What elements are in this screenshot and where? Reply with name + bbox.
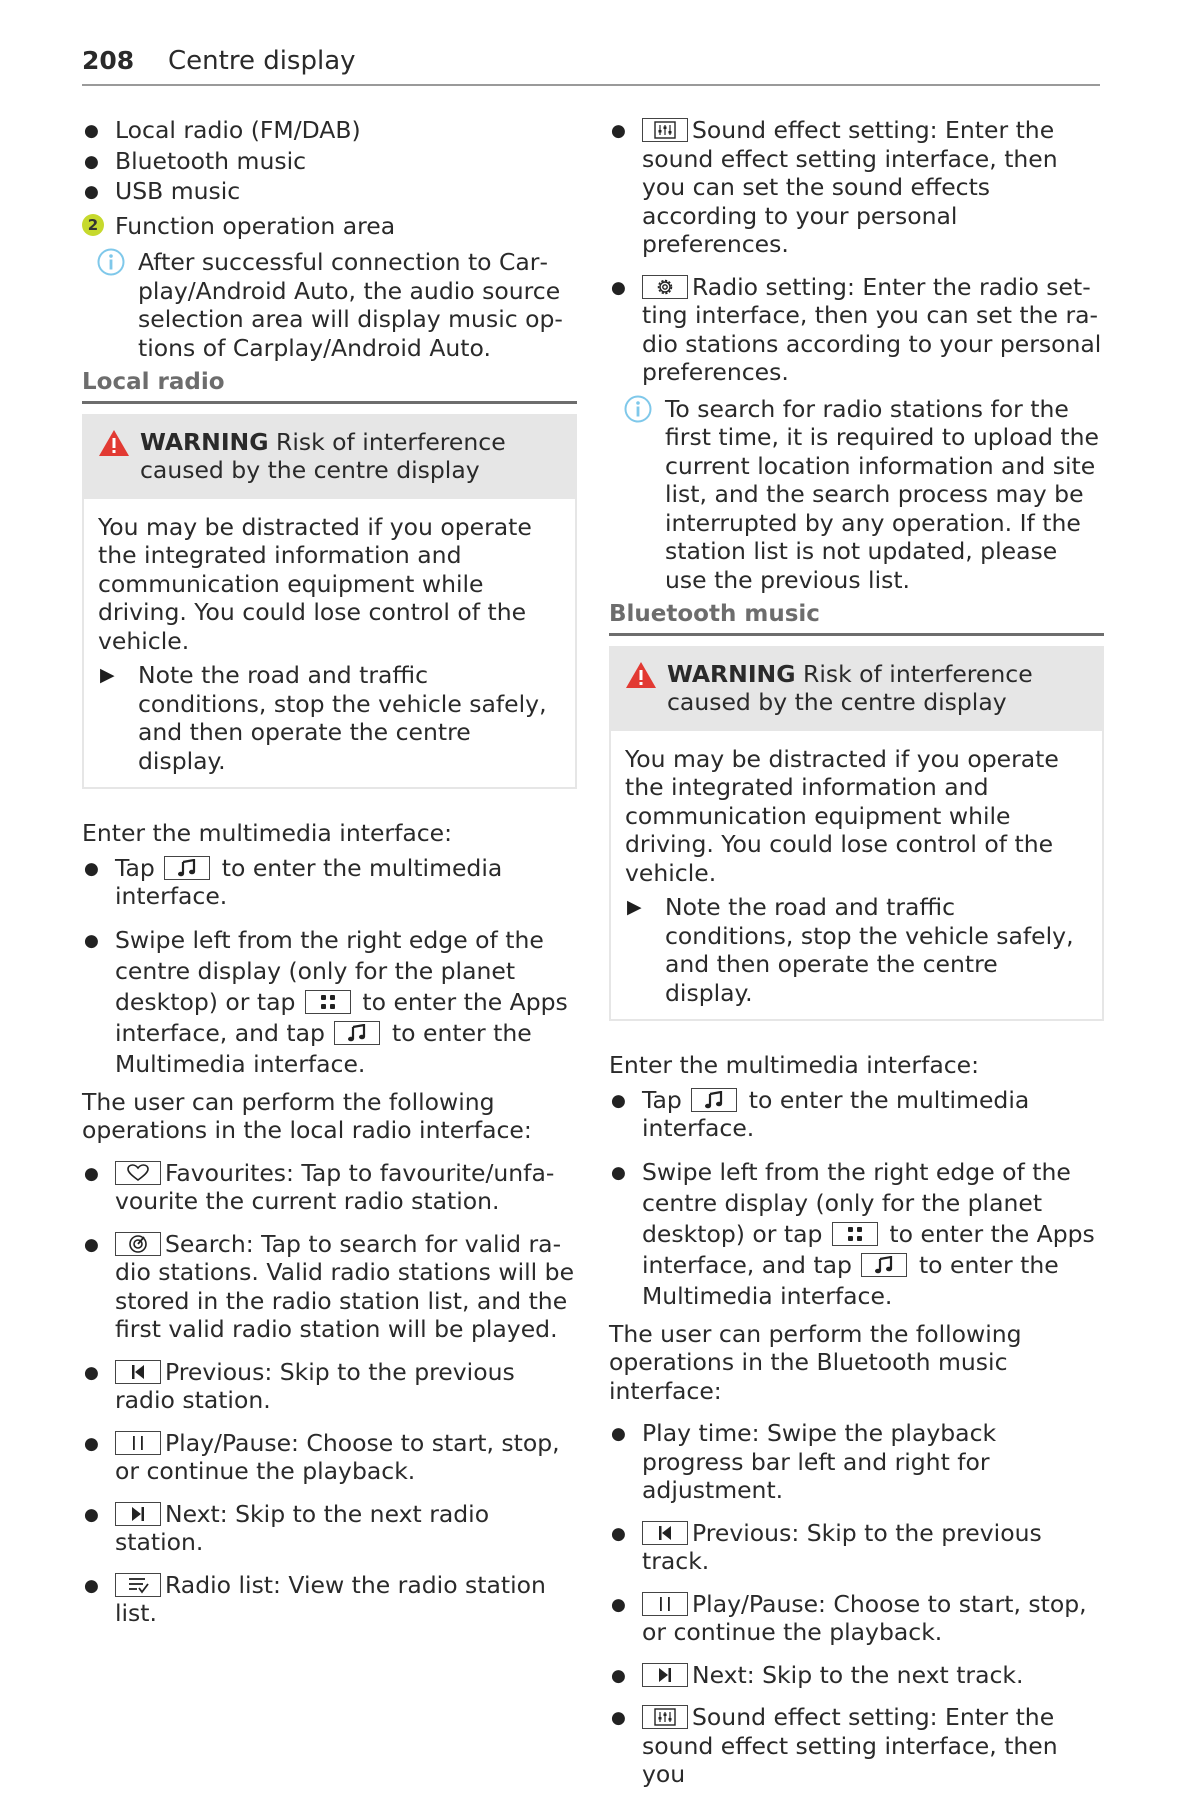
info-note: After successful connection to Carplay/Android Auto, the audio source selection area will display music options of Carplay/Android Auto. <box>82 248 577 362</box>
list-item: ● Tap to enter the multimedia interface. <box>82 854 577 911</box>
enter-intro: Enter the multimedia interface: <box>609 1051 980 1079</box>
info-icon <box>97 248 125 276</box>
previous-icon <box>642 1521 688 1545</box>
list-item: ● Radio setting: Enter the radio setting interface, then you can set the radio stations according to your personal preferences. <box>609 273 1104 387</box>
warning-action: ▶ Note the road and traffic conditions, stop the vehicle safely, and then operate the centre display. <box>98 661 561 775</box>
heart-icon <box>115 1161 161 1185</box>
warning-title: Risk of interference caused by the centre display <box>140 427 506 484</box>
pause-icon <box>642 1592 688 1616</box>
music-note-icon <box>861 1253 907 1277</box>
radio-list-icon <box>115 1573 161 1597</box>
warning-label: WARNING <box>667 659 796 688</box>
list-item: ● Tap to enter the multimedia interface. <box>609 1086 1104 1143</box>
list-item: ● Sound effect setting: Enter the sound effect setting interface, then you <box>609 1703 1104 1789</box>
sound-effect-icon <box>642 118 688 142</box>
enter-intro: Enter the multimedia interface: <box>82 819 453 847</box>
list-item: ● Sound effect setting: Enter the sound effect setting interface, then you can set the sound effects according to your personal preferences. <box>609 116 1104 259</box>
gear-icon <box>642 275 688 299</box>
list-item: ● Next: Skip to the next track. <box>609 1661 1104 1690</box>
section-title: Centre display <box>168 46 356 76</box>
local-radio-heading: Local radio <box>82 368 577 404</box>
warning-body: You may be distracted if you operate the integrated information and communication equipment while driving. You could lose control of the vehicle. ▶ Note the road and traffic conditions, stop the vehicle safely, and then operate the centre display. <box>611 731 1102 1020</box>
info-icon <box>624 395 652 423</box>
next-icon <box>642 1663 688 1687</box>
list-item: ● Bluetooth music <box>82 147 577 176</box>
warning-body: You may be distracted if you operate the integrated information and communication equipment while driving. You could lose control of the vehicle. ▶ Note the road and traffic conditions, stop the vehicle safely, and then operate the centre display. <box>84 499 575 788</box>
list-item: ● Radio list: View the radio station list. <box>82 1571 577 1628</box>
list-item: ● Local radio (FM/DAB) <box>82 116 577 145</box>
left-column <box>82 116 577 1642</box>
apps-grid-icon <box>305 990 351 1014</box>
list-item: ● Play/Pause: Choose to start, stop, or continue the playback. <box>82 1429 577 1486</box>
list-item: ● Favourites: Tap to favourite/unfavourite the current radio station. <box>82 1159 577 1216</box>
apps-grid-icon <box>832 1222 878 1246</box>
operations-intro: The user can perform the following operations in the local radio interface: <box>82 1087 532 1144</box>
warning-title: Risk of interference caused by the centre display <box>667 659 1033 716</box>
list-item: ● Previous: Skip to the previous radio station. <box>82 1358 577 1415</box>
warning-box <box>609 646 1104 1022</box>
list-item: ● Play time: Swipe the playback progress bar left and right for adjustment. <box>609 1419 1104 1505</box>
warning-label: WARNING <box>140 427 269 456</box>
warning-box <box>82 414 577 790</box>
list-item: ● Next: Skip to the next radio station. <box>82 1500 577 1557</box>
bluetooth-music-heading: Bluetooth music <box>609 600 1104 636</box>
list-item: ● USB music <box>82 177 577 206</box>
list-item: ● Play/Pause: Choose to start, stop, or continue the playback. <box>609 1590 1104 1647</box>
warning-header <box>84 416 575 499</box>
warning-action: ▶ Note the road and traffic conditions, stop the vehicle safely, and then operate the centre display. <box>625 893 1088 1007</box>
search-radio-icon <box>115 1232 161 1256</box>
warning-triangle-icon <box>98 429 130 457</box>
previous-icon <box>115 1360 161 1384</box>
page-header <box>82 44 1100 86</box>
list-item: ● Search: Tap to search for valid radio stations. Valid radio stations will be stored in the radio station list, and the first valid radio station will be played. <box>82 1230 577 1344</box>
operations-intro: The user can perform the following operations in the Bluetooth music interface: <box>609 1319 1022 1405</box>
list-item: ● Previous: Skip to the previous track. <box>609 1519 1104 1576</box>
list-item: ● Swipe left from the right edge of the centre display (only for the planet desktop) or tap to enter the Apps interface, and tap to enter the Multimedia interface. <box>82 925 577 1080</box>
music-note-icon <box>691 1088 737 1112</box>
callout-badge: 2 <box>82 214 104 236</box>
pause-icon <box>115 1431 161 1455</box>
music-note-icon <box>164 856 210 880</box>
next-icon <box>115 1502 161 1526</box>
page-number: 208 <box>82 46 135 75</box>
right-column <box>609 116 1104 1803</box>
warning-header <box>611 648 1102 731</box>
sound-effect-icon <box>642 1705 688 1729</box>
music-note-icon <box>334 1021 380 1045</box>
list-item: ● Swipe left from the right edge of the centre display (only for the planet desktop) or tap to enter the Apps interface, and tap to enter the Multimedia interface. <box>609 1157 1104 1312</box>
function-area-label: 2 Function operation area <box>82 212 577 241</box>
warning-triangle-icon <box>625 661 657 689</box>
info-note: To search for radio stations for the first time, it is required to upload the current location information and site list, and the search process may be interrupted by any operation. If the station list is not updated, please use the previous list. <box>609 395 1104 595</box>
